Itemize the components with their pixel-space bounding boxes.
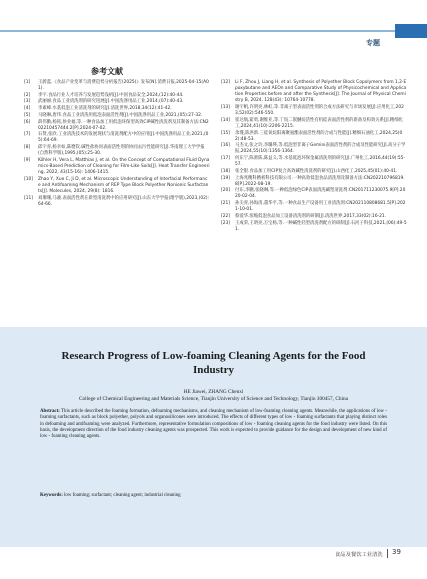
reference-text: 李宇.食品行业人才培养与发展趋势浅析[J].中国食品安全,2024,(12):40-44. <box>38 92 184 98</box>
reference-text: 石贤,张欣.工业清洗技术的发展现状与清洗剂配方中的应用[J].中国洗涤用品工业,2021,(05):64-69. <box>38 132 209 144</box>
header-accent-tab <box>395 24 427 38</box>
reference-number: [6] <box>24 119 31 125</box>
reference-text: 余瑾,陈洪新.三硅氧烷阳离聚氨酯表面活性剂的合成与性能[J].精细石油化工,2024,25(02):48-53. <box>235 130 403 142</box>
reference-item <box>24 132 210 144</box>
reference-item <box>24 99 210 105</box>
reference-text: Köhler H, Vera L, Matthias J, et al. On the Concept of Computational Fluid Dynamics-Based Prediction of Cleaning for Film-Like Soils[J]. Heat Transfer Engineering, 2022, 43(15-16): 1406-1415. <box>38 157 210 176</box>
reference-text: 刘珊珊,马骏.表面活性剂在新型清洗剂中的应用研究[J].山东大学学报(理学版),2023,(02):64-66. <box>38 195 210 207</box>
reference-text: 蔡爱华.浓缩低泡食品加工设备清洗剂的研制[J].清洗世界,2017,33(02):16-21. <box>235 213 387 219</box>
reference-number: [7] <box>24 132 31 138</box>
reference-number: [15] <box>221 130 230 136</box>
reference-item <box>24 120 210 132</box>
reference-number: [14] <box>221 117 230 123</box>
reference-number: [5] <box>24 112 31 118</box>
reference-item <box>24 196 210 208</box>
reference-item <box>221 131 407 143</box>
reference-item <box>24 177 210 195</box>
reference-number: [10] <box>24 176 33 182</box>
references-right-column <box>221 80 407 233</box>
reference-number: [18] <box>221 168 230 174</box>
reference-item <box>221 169 407 175</box>
english-title: Research Progress of Low-foaming Cleaning Agents for the Food Industry <box>61 350 366 376</box>
keywords-label: Keywords: <box>40 493 63 498</box>
reference-number: [22] <box>221 213 230 219</box>
reference-number: [3] <box>24 99 31 105</box>
reference-number: [23] <box>221 220 230 226</box>
reference-text: 谢宇帆,许明亮,林虹,等.非离子型表面活性剂的合成方法研究与市场发展[J].应用化工,2023,52(02):546-550. <box>235 104 404 117</box>
page-number: 39 <box>392 548 401 556</box>
reference-item <box>221 143 407 155</box>
reference-item <box>221 221 407 233</box>
reference-text: 上海兆精科精析科技有限公司.一种高效低泡食品清洗剂及制备方法:CN202210796819.8[P].2022-08-19. <box>235 175 405 187</box>
section-label: 专题 <box>366 39 380 47</box>
reference-text: 王蔚蓝.《食品产业变革与消费趋势分析报告(2025)》发布[N].消费日报,2025-04-15(A01). <box>38 80 209 92</box>
reference-number: [1] <box>24 80 31 85</box>
reference-text: 孙尖青,孙海清,董华平,等.一种食品生产设备用工业清洗剂:CN202110808681.5[P].2021-10-01. <box>235 201 406 213</box>
reference-item <box>24 106 210 112</box>
reference-text: 王成荣,王明亮,万宝杨,等.一种碱性轻型清洗剂配方的研制[J].石河子科技,2021,(06):49-51. <box>235 220 407 232</box>
reference-number: [13] <box>221 104 230 110</box>
reference-number: [4] <box>24 106 31 112</box>
reference-text: 何东宁,陈蕾陈,陈益义,等.水基低泡环保金属清洗剂的研究[J].广州化工,2016,44(19):55-57. <box>235 156 406 168</box>
reference-item <box>221 201 407 213</box>
header-rule <box>0 30 395 32</box>
reference-text: 马杰文,张之玲,李璐瑛,等.低泡型非离子Gemini表面活性剂的合成及性能研究[J].高分子学报,2024,55(10):1356-1364. <box>235 143 406 155</box>
authors: HE Jiawei, ZHANG Chenxi <box>183 389 244 395</box>
reference-number: [17] <box>221 156 230 162</box>
abstract-label: Abstract: <box>40 409 60 414</box>
reference-number: [20] <box>221 188 230 194</box>
reference-item <box>24 145 210 157</box>
reference-item <box>24 113 210 119</box>
affiliation: College of Chemical Engineering and Materials Science, Tianjin University of Science and Technology, Tianjin 300457, China <box>79 396 348 402</box>
reference-text: 薛伟勤,杨铭,侯业福,等.一种食品加工用低泡环保型高效CIP碱性清洗剂及其制备方法:CN202210457444.2[P].2024-07-02. <box>38 119 209 131</box>
reference-item <box>221 214 407 220</box>
reference-number: [21] <box>221 201 230 207</box>
reference-item <box>24 93 210 99</box>
reference-text: 邱宇青,杨幸如,陈德钦.碱性盐协同表面活性剂的协同去污性能研究[J].华南理工大学学报(自然科学版),1995,(05):25-30. <box>38 145 205 157</box>
reference-text: 付东,李鹏,张晓琳,等.一种低泡绿色CIP表面清洗碱型清洗剂:CN201711230075.9[P].2020-02-04. <box>235 188 406 200</box>
keywords <box>40 493 387 498</box>
reference-text: Zhao Y, Xue C, Ji D, et al. Microscopic Understanding of Interfacial Performance and Antifoaming Mechanism of REP Type Block Polyether Nonionic Surfactants[J]. Molecules, 2024, 29(8): 1816. <box>38 176 209 194</box>
reference-text: 李素峰.水基低泡工业清洗剂的研究[J].清洗世界,2018,34(12):41-42. <box>38 106 172 112</box>
reference-text: 马晓琳,唐伟.食品工业清洗用低泡表面活性剂[J].中国洗涤用品工业,2021,(05):27-32. <box>38 112 203 118</box>
reference-item <box>221 118 407 130</box>
reference-text: 武丽丽.食品工业清洗剂的研究进展[J].中国洗涤用品工业,2014,(07):40-43. <box>38 99 184 105</box>
reference-number: [9] <box>24 157 31 163</box>
reference-number: [19] <box>221 175 230 181</box>
reference-item <box>221 80 407 104</box>
reference-number: [11] <box>24 195 33 201</box>
reference-item <box>24 158 210 176</box>
references-title: 参考文献 <box>91 67 123 76</box>
keywords-text: low foaming; surfactant; cleaning agent; industrial cleaning <box>64 493 181 498</box>
reference-text: 崔达航,霍勇,谢维亚,等.丁烷二嵌醚烷活性有机硅表面活性剂的新备及构效关系[J].精细化工,2024,41(10):2206-2215. <box>235 117 403 129</box>
reference-number: [16] <box>221 143 230 149</box>
abstract <box>40 409 387 440</box>
reference-item <box>221 176 407 188</box>
reference-item <box>221 156 407 168</box>
reference-item <box>221 105 407 117</box>
reference-number: [2] <box>24 92 31 98</box>
reference-item <box>24 80 210 92</box>
reference-text: Li F, Zhou J, Liang H, et al. Synthesis of Polyether Block Copolymers from 1,2-Epoxybutane and AEOn and Comparative Study of Physicochemical and Application Properties before and after the Synthesis[J]. The Journal of Physical Chemistry B, 2024, 128(43): 10764-10778. <box>235 80 407 104</box>
reference-number: [8] <box>24 145 31 151</box>
abstract-text: This article described the foaming formation, defoaming mechanisms, and cleaning mechanism of low-foaming cleaning agents. Meanwhile, the applications of low - foaming surfactants, such as block polyether, polyols and organosilicones were introduced. The effects of different types of low - foaming surfactants that playing distinct roles in defoaming and antifoaming were analyzed. Furthermore, representative formulation compositions of low - foaming cleaning agents for the food industry were listed. On this basis, the development direction of the food industry cleaning agents was prospected. This work is expected to provide guidance for the design and development of new kind of low - foaming cleaning agents. <box>40 409 387 440</box>
reference-text: 张全银.食品加工用CIP复合高效碱性清洗剂的研究[J].山西化工,2025,45(01):40-41. <box>235 168 398 174</box>
footer-journal: 食品及餐饮工业清洗 <box>335 552 383 558</box>
reference-item <box>221 188 407 200</box>
references-left-column <box>24 80 210 208</box>
footer-divider <box>387 549 388 558</box>
reference-number: [12] <box>221 80 230 85</box>
